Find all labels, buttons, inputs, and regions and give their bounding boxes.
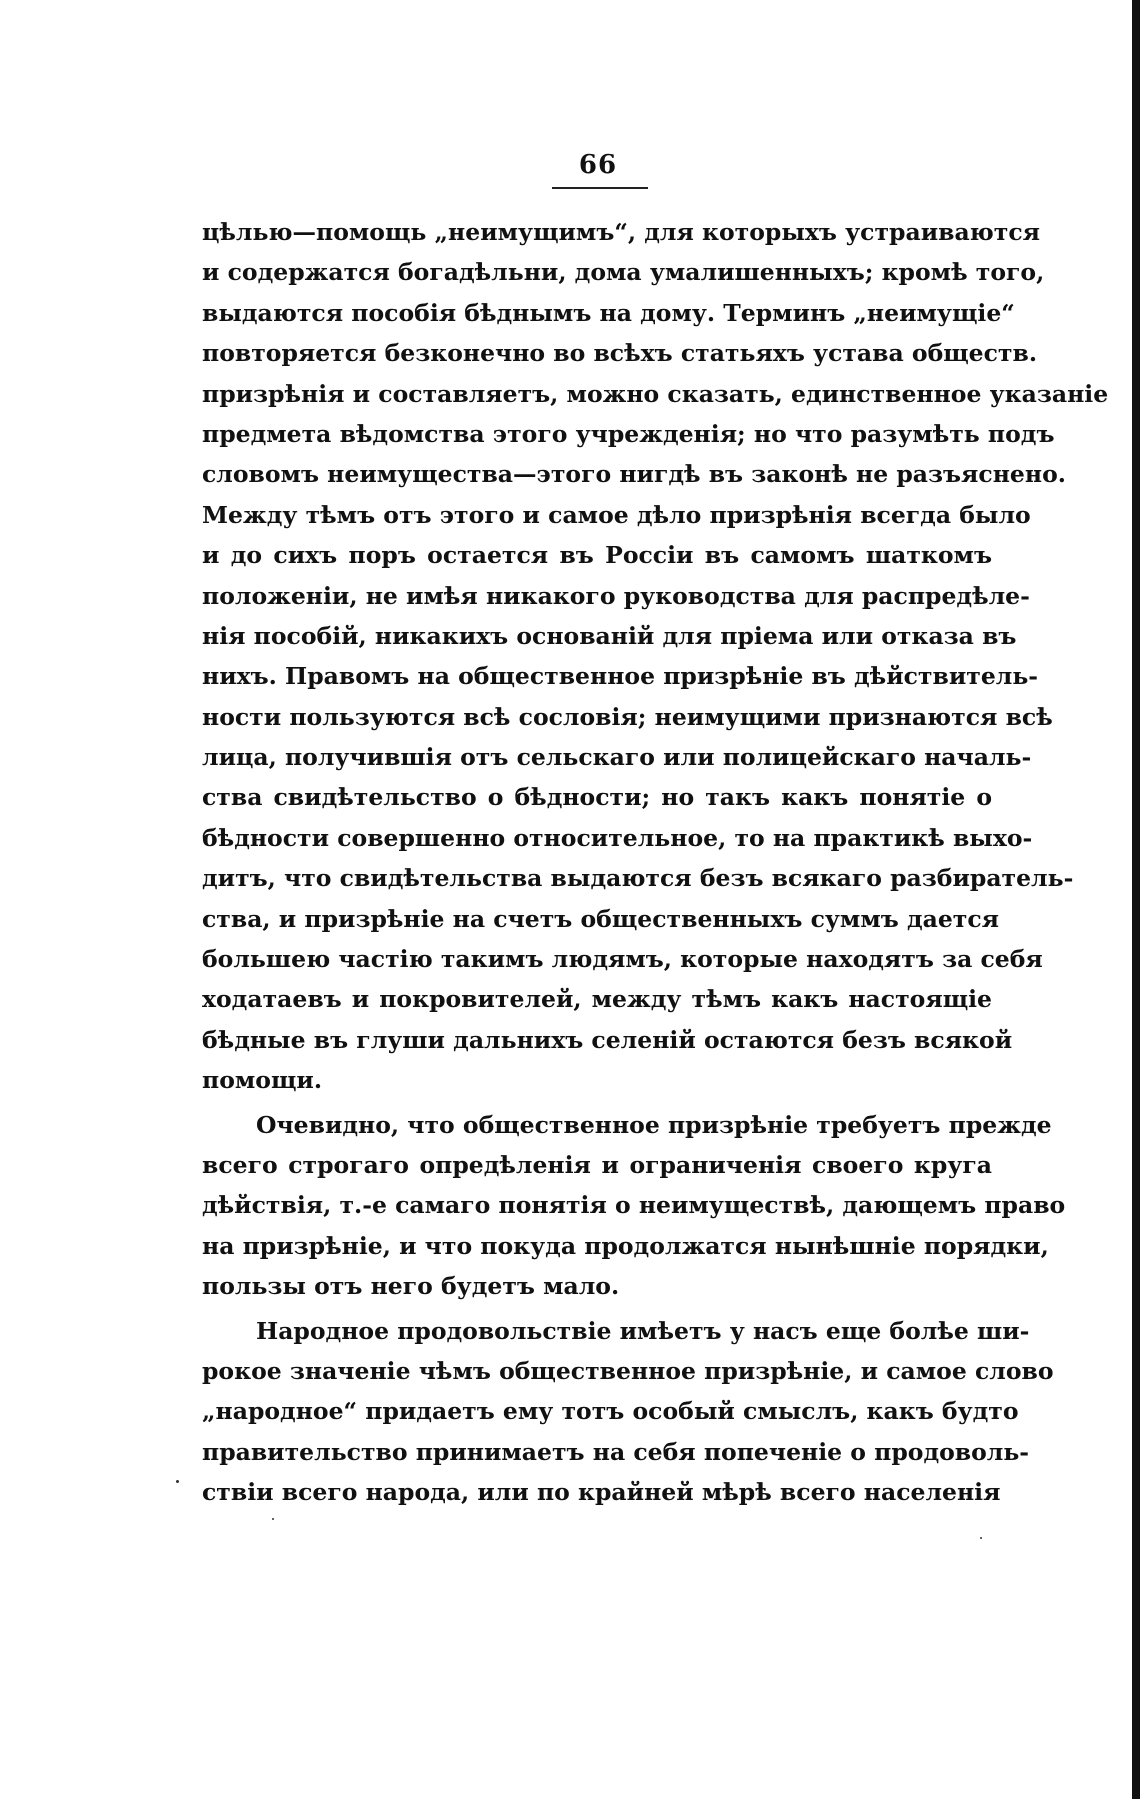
- text-line: всего строгаго опредѣленія и ограниченія своего круга: [202, 1150, 992, 1179]
- text-line: Народное продовольствіе имѣетъ у насъ еще болѣе ши-: [256, 1316, 1030, 1345]
- text-line: пользы отъ него будетъ мало.: [202, 1272, 620, 1301]
- text-line: большею частію такимъ людямъ, которые находятъ за себя: [202, 945, 1043, 974]
- text-line: Между тѣмъ отъ этого и самое дѣло призрѣнія всегда было: [202, 500, 1031, 529]
- text-line: правительство принимаетъ на себя попеченіе о продоволь-: [202, 1437, 1030, 1466]
- page-number: 66: [578, 150, 618, 180]
- paragraph-2: [202, 1105, 1066, 1307]
- text-line: рокое значеніе чѣмъ общественное призрѣніе, и самое слово: [202, 1356, 1054, 1385]
- print-speck: [980, 1537, 982, 1539]
- text-line: дитъ, что свидѣтельства выдаются безъ всякаго разбиратель-: [202, 864, 1074, 893]
- text-line: нихъ. Правомъ на общественное призрѣніе въ дѣйствитель-: [202, 662, 1039, 691]
- text-line: предмета вѣдомства этого учрежденія; но что разумѣть подъ: [202, 419, 1055, 448]
- text-line: и до сихъ поръ остается въ Россіи въ самомъ шаткомъ: [202, 541, 992, 570]
- text-line: цѣлью—помощь „неимущимъ“, для которыхъ устраиваются: [202, 218, 1041, 246]
- page-edge-shadow: [1132, 0, 1140, 1799]
- text-line: бѣдности совершенно относительное, то на практикѣ выхо-: [202, 823, 1033, 852]
- print-speck: [272, 1518, 274, 1520]
- text-line: ства, и призрѣніе на счетъ общественныхъ суммъ дается: [202, 904, 1000, 933]
- text-line: помощи.: [202, 1066, 323, 1095]
- paragraph-3: [202, 1311, 1054, 1513]
- text-line: „народное“ придаетъ ему тотъ особый смыслъ, какъ будто: [202, 1397, 1019, 1426]
- text-line: положеніи, не имѣя никакого руководства для распредѣле-: [202, 581, 1030, 610]
- text-line: ходатаевъ и покровителей, между тѣмъ какъ настоящіе: [202, 985, 992, 1014]
- text-line: словомъ неимущества—этого нигдѣ въ законѣ не разъяснено.: [202, 460, 1066, 489]
- text-line: ствіи всего народа, или по крайней мѣрѣ всего населенія: [202, 1478, 1001, 1507]
- text-line: и содержатся богадѣльни, дома умалишенныхъ; кромѣ того,: [202, 258, 1045, 287]
- paragraph-1: [202, 212, 1109, 1101]
- text-line: выдаются пособія бѣднымъ на дому. Терминъ „неимущіе“: [202, 298, 1015, 327]
- text-line: на призрѣніе, и что покуда продолжатся нынѣшніе порядки,: [202, 1231, 1049, 1260]
- text-line: ности пользуются всѣ сословія; неимущими признаются всѣ: [202, 702, 1053, 731]
- body-text: [202, 212, 1109, 1513]
- text-line: лица, получившія отъ сельскаго или полицейскаго началь-: [202, 743, 1032, 772]
- text-line: дѣйствія, т.-е самаго понятія о неимуществѣ, дающемъ право: [202, 1191, 1066, 1220]
- text-line: нія пособій, никакихъ основаній для пріема или отказа въ: [202, 621, 1017, 650]
- text-line: ства свидѣтельство о бѣдности; но такъ какъ понятіе о: [202, 783, 992, 812]
- text-line: повторяется безконечно во всѣхъ статьяхъ устава обществ.: [202, 339, 1038, 368]
- page-number-rule: [552, 187, 648, 189]
- text-line: призрѣнія и составляетъ, можно сказать, единственное указаніе: [202, 379, 1109, 408]
- text-line: Очевидно, что общественное призрѣніе требуетъ прежде: [256, 1110, 1052, 1139]
- text-line: бѣдные въ глуши дальнихъ селеній остаются безъ всякой: [202, 1025, 1013, 1054]
- print-speck: [176, 1480, 179, 1483]
